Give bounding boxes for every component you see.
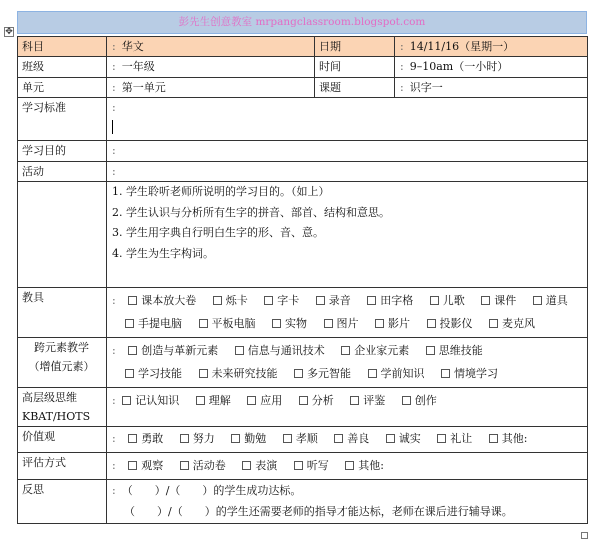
aid-option[interactable]: 平板电脑 xyxy=(196,317,256,330)
unit-row xyxy=(18,78,588,98)
value-option[interactable]: 诚实 xyxy=(383,432,421,445)
reflection-row xyxy=(18,480,588,524)
subject-cell[interactable]: : 华文 xyxy=(107,37,315,57)
activity-steps-cell[interactable] xyxy=(107,182,588,288)
aids-cell: : 课本放大卷 烁卡 字卡 录音 田字格 儿歌 课件 道具 手提电脑 平板电脑 实物 图片 影片 投影仪 麦克风 xyxy=(107,288,588,338)
hots-option[interactable]: 分析 xyxy=(296,394,334,407)
unit-value: 第一单元 xyxy=(121,81,166,94)
checkbox-icon[interactable] xyxy=(128,296,137,305)
checkbox-icon[interactable] xyxy=(128,346,137,355)
values-cell: : 勇敢 努力 勤勉 孝顺 善良 诚实 礼让 其他: xyxy=(107,427,588,453)
unit-label: 单元 xyxy=(18,78,107,98)
value-option[interactable]: 善良 xyxy=(331,432,369,445)
class-cell[interactable]: : 一年级 xyxy=(107,57,315,78)
checkbox-icon[interactable] xyxy=(196,396,205,405)
evaluation-label: 评估方式 xyxy=(18,453,107,480)
hots-option[interactable]: 创作 xyxy=(399,394,437,407)
checkbox-icon[interactable] xyxy=(367,296,376,305)
evaluation-option[interactable]: 其他: xyxy=(342,459,384,472)
class-label: 班级 xyxy=(18,57,107,78)
checkbox-icon[interactable] xyxy=(128,434,137,443)
date-value: 14/11/16（星期一） xyxy=(409,40,515,53)
cross-option[interactable]: 情境学习 xyxy=(438,367,498,380)
checkbox-icon[interactable] xyxy=(180,461,189,470)
checkbox-icon[interactable] xyxy=(122,396,131,405)
checkbox-icon[interactable] xyxy=(299,396,308,405)
checkbox-icon[interactable] xyxy=(294,461,303,470)
aid-option[interactable]: 手提电脑 xyxy=(122,317,182,330)
checkbox-icon[interactable] xyxy=(441,369,450,378)
evaluation-option[interactable]: 听写 xyxy=(291,459,329,472)
objective-cell[interactable]: : xyxy=(107,141,588,162)
checkbox-icon[interactable] xyxy=(489,319,498,328)
hots-option[interactable]: 应用 xyxy=(244,394,282,407)
cross-option[interactable]: 未来研究技能 xyxy=(196,367,278,380)
subject-label: 科目 xyxy=(18,37,107,57)
checkbox-icon[interactable] xyxy=(489,434,498,443)
cross-option[interactable]: 多元智能 xyxy=(291,367,351,380)
table-resize-handle-icon[interactable] xyxy=(581,532,588,539)
values-label: 价值观 xyxy=(18,427,107,453)
hots-option[interactable]: 评鉴 xyxy=(347,394,385,407)
cross-option[interactable]: 学前知识 xyxy=(365,367,425,380)
checkbox-icon[interactable] xyxy=(437,434,446,443)
checkbox-icon[interactable] xyxy=(247,396,256,405)
checkbox-icon[interactable] xyxy=(533,296,542,305)
value-option[interactable]: 努力 xyxy=(177,432,215,445)
cross-option[interactable]: 信息与通讯技术 xyxy=(232,344,325,357)
aid-option[interactable]: 录音 xyxy=(313,294,351,307)
time-cell[interactable]: : 9–10am（一小时） xyxy=(395,57,588,78)
checkbox-icon[interactable] xyxy=(213,296,222,305)
evaluation-option[interactable]: 表演 xyxy=(239,459,277,472)
checkbox-icon[interactable] xyxy=(426,346,435,355)
checkbox-icon[interactable] xyxy=(427,319,436,328)
activity-label: 活动 xyxy=(18,162,107,182)
subject-value: 华文 xyxy=(121,40,144,53)
standard-row xyxy=(18,98,588,141)
aids-row xyxy=(18,288,588,338)
class-value: 一年级 xyxy=(121,60,155,73)
checkbox-icon[interactable] xyxy=(235,346,244,355)
checkbox-icon[interactable] xyxy=(180,434,189,443)
evaluation-cell: : 观察 活动卷 表演 听写 其他: xyxy=(107,453,588,480)
checkbox-icon[interactable] xyxy=(128,461,137,470)
aid-option[interactable]: 投影仪 xyxy=(424,317,473,330)
cross-option[interactable]: 思维技能 xyxy=(423,344,483,357)
checkbox-icon[interactable] xyxy=(386,434,395,443)
aid-option[interactable]: 田字格 xyxy=(364,294,413,307)
topic-cell[interactable]: : 识字一 xyxy=(395,78,588,98)
checkbox-icon[interactable] xyxy=(125,369,134,378)
activity-steps-blank xyxy=(18,182,107,288)
date-cell[interactable]: : 14/11/16（星期一） xyxy=(395,37,588,57)
checkbox-icon[interactable] xyxy=(324,319,333,328)
aid-option[interactable]: 儿歌 xyxy=(427,294,465,307)
checkbox-icon[interactable] xyxy=(264,296,273,305)
cross-element-row xyxy=(18,338,588,388)
reflection-line-1: （ ）/（ ）的学生成功达标。 xyxy=(121,484,302,497)
aid-option[interactable]: 烁卡 xyxy=(210,294,248,307)
cross-option[interactable]: 企业家元素 xyxy=(338,344,409,357)
cross-element-label: 跨元素教学 （增值元素） xyxy=(18,338,107,388)
aid-option[interactable]: 图片 xyxy=(321,317,359,330)
aid-option[interactable]: 字卡 xyxy=(261,294,299,307)
checkbox-icon[interactable] xyxy=(375,319,384,328)
topic-label: 课题 xyxy=(315,78,395,98)
activity-step: 4. 学生为生字构词。 xyxy=(112,246,214,260)
checkbox-icon[interactable] xyxy=(402,396,411,405)
activity-row xyxy=(18,162,588,182)
checkbox-icon[interactable] xyxy=(316,296,325,305)
blog-banner: 彭先生创意教室 mrpangclassroom.blogspot.com xyxy=(17,11,587,34)
activity-step: 3. 学生用字典自行明白生字的形、音、意。 xyxy=(112,226,324,239)
checkbox-icon[interactable] xyxy=(481,296,490,305)
aid-option[interactable]: 道具 xyxy=(530,294,568,307)
unit-cell[interactable]: : 第一单元 xyxy=(107,78,315,98)
value-option[interactable]: 其他: xyxy=(486,432,528,445)
value-option[interactable]: 勇敢 xyxy=(125,432,163,445)
aid-option[interactable]: 实物 xyxy=(269,317,307,330)
time-value: 9–10am（一小时） xyxy=(409,60,509,73)
evaluation-option[interactable]: 活动卷 xyxy=(177,459,226,472)
checkbox-icon[interactable] xyxy=(334,434,343,443)
table-move-handle-icon[interactable]: ✥ xyxy=(5,27,13,37)
standard-cell[interactable]: : xyxy=(107,98,588,141)
class-row xyxy=(18,57,588,78)
hots-cell: : 记认知识 理解 应用 分析 评鉴 创作 xyxy=(107,388,588,427)
checkbox-icon[interactable] xyxy=(341,346,350,355)
activity-step: 1. 学生聆听老师所说明的学习目的。（如上） xyxy=(112,185,330,198)
objective-label: 学习目的 xyxy=(18,141,107,162)
aid-option[interactable]: 课件 xyxy=(478,294,516,307)
reflection-cell[interactable]: : （ ）/（ ）的学生成功达标。 （ ）/（ ）的学生还需要老师的指导才能达标，老师在课后进行辅导课。 xyxy=(107,480,588,524)
hots-row xyxy=(18,388,588,427)
activity-step: 2. 学生认识与分析所有生字的拼音、部首、结构和意思。 xyxy=(112,205,390,219)
reflection-line-2: （ ）/（ ）的学生还需要老师的指导才能达标，老师在课后进行辅导课。 xyxy=(124,505,513,518)
checkbox-icon[interactable] xyxy=(199,319,208,328)
reflection-label: 反思 xyxy=(18,480,107,524)
checkbox-icon[interactable] xyxy=(345,461,354,470)
date-label: 日期 xyxy=(315,37,395,57)
checkbox-icon[interactable] xyxy=(368,369,377,378)
value-option[interactable]: 孝顺 xyxy=(280,432,318,445)
hots-option[interactable]: 理解 xyxy=(193,394,231,407)
checkbox-icon[interactable] xyxy=(231,434,240,443)
aid-option[interactable]: 影片 xyxy=(372,317,410,330)
values-row xyxy=(18,427,588,453)
hots-label: 高层级思维 KBAT/HOTS xyxy=(18,388,107,427)
cross-option[interactable]: 学习技能 xyxy=(122,367,182,380)
checkbox-icon[interactable] xyxy=(430,296,439,305)
checkbox-icon[interactable] xyxy=(283,434,292,443)
time-label: 时间 xyxy=(315,57,395,78)
checkbox-icon[interactable] xyxy=(242,461,251,470)
objective-row xyxy=(18,141,588,162)
text-cursor xyxy=(112,120,113,134)
checkbox-icon[interactable] xyxy=(125,319,134,328)
cross-element-cell: : 创造与革新元素 信息与通讯技术 企业家元素 思维技能 学习技能 未来研究技能 多元智能 学前知识 情境学习 xyxy=(107,338,588,388)
aid-option[interactable]: 课本放大卷 xyxy=(125,294,196,307)
checkbox-icon[interactable] xyxy=(272,319,281,328)
evaluation-row xyxy=(18,453,588,480)
evaluation-option[interactable]: 观察 xyxy=(125,459,163,472)
value-option[interactable]: 礼让 xyxy=(434,432,472,445)
activity-steps-row xyxy=(18,182,588,288)
aids-label: 教具 xyxy=(18,288,107,338)
activity-header-cell[interactable]: : xyxy=(107,162,588,182)
value-option[interactable]: 勤勉 xyxy=(228,432,266,445)
lesson-plan-table xyxy=(17,36,588,524)
aid-option[interactable]: 麦克风 xyxy=(486,317,535,330)
topic-value: 识字一 xyxy=(409,81,443,94)
checkbox-icon[interactable] xyxy=(199,369,208,378)
cross-option[interactable]: 创造与革新元素 xyxy=(125,344,218,357)
checkbox-icon[interactable] xyxy=(294,369,303,378)
checkbox-icon[interactable] xyxy=(350,396,359,405)
standard-label: 学习标准 xyxy=(18,98,107,141)
hots-option[interactable]: 记认知识 xyxy=(119,394,179,407)
subject-row xyxy=(18,37,588,57)
